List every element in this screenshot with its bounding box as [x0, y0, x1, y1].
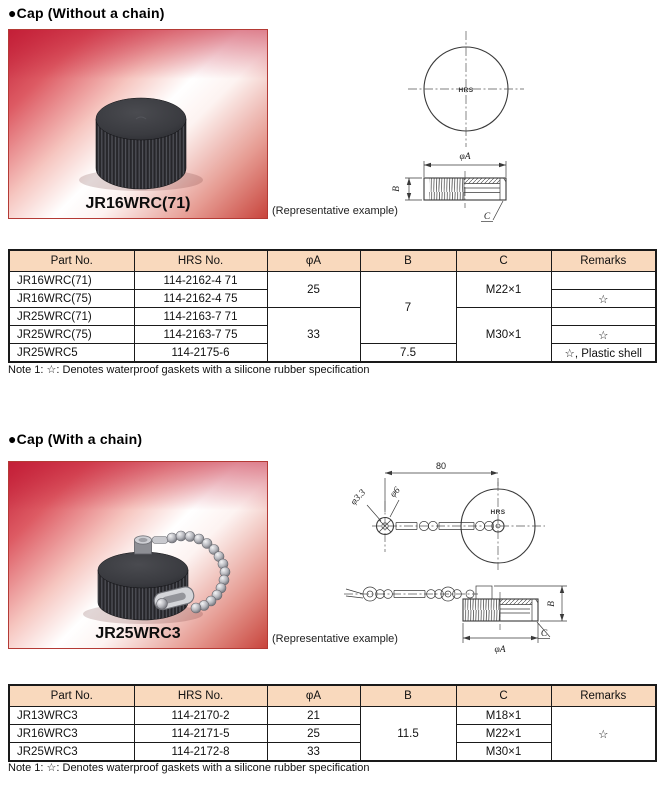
table-note: Note 1: ☆: Denotes waterproof gaskets with a silicone rubber specification — [8, 762, 370, 774]
product-photo-label: JR25WRC3 — [95, 625, 181, 642]
hrs-logo-text: HRS — [490, 509, 506, 516]
cell-phi-a: 25 — [267, 272, 360, 308]
technical-drawing-with-chain — [340, 442, 662, 674]
cell-part-no: JR13WRC3 — [9, 707, 134, 725]
table-row — [9, 707, 656, 725]
cell-part-no: JR25WRC(71) — [9, 308, 134, 326]
cap-chain-photo-illustration — [9, 462, 267, 648]
table-row — [9, 308, 656, 326]
ring-outer-label: φ6 — [388, 485, 403, 500]
cell-phi-a: 25 — [267, 725, 360, 743]
table-note: Note 1: ☆: Denotes waterproof gaskets with a silicone rubber specification — [8, 364, 370, 376]
cell-hrs-no: 114-2162-4 71 — [134, 272, 267, 290]
cap-side-view-drawing — [392, 152, 506, 222]
technical-drawing-without-chain — [384, 24, 658, 240]
cap-top-face — [98, 552, 188, 588]
table-header-row — [9, 250, 656, 272]
col-header-phi-a: φA — [267, 250, 360, 272]
cell-remarks: ☆ — [551, 326, 656, 344]
chain-length-label: 80 — [435, 461, 447, 471]
chain-top-view-drawing — [349, 461, 545, 570]
cell-hrs-no: 114-2170-2 — [134, 707, 267, 725]
cell-hrs-no: 114-2172-8 — [134, 743, 267, 762]
dim-label-c: C — [483, 212, 491, 222]
cell-part-no: JR25WRC5 — [9, 344, 134, 363]
dim-label-phi-a: φA — [494, 645, 506, 655]
product-photo-label: JR16WRC(71) — [85, 195, 191, 212]
cell-remarks: ☆ — [551, 707, 656, 762]
ring-hole-label: φ3.3 — [349, 487, 369, 508]
col-header-part-no: Part No. — [9, 685, 134, 707]
cell-hrs-no: 114-2171-5 — [134, 725, 267, 743]
col-header-remarks: Remarks — [551, 250, 656, 272]
dim-label-b: B — [547, 601, 557, 607]
cell-phi-a: 33 — [267, 308, 360, 363]
col-header-c: C — [456, 250, 551, 272]
cap-photo-illustration — [9, 30, 267, 218]
cap-rivet-knob — [135, 536, 152, 554]
cell-hrs-no: 114-2175-6 — [134, 344, 267, 363]
knurl-hatch — [429, 179, 464, 200]
cell-phi-a: 33 — [267, 743, 360, 762]
representative-example-caption: (Representative example) — [272, 205, 398, 217]
spec-table-without-chain — [8, 249, 657, 363]
section-heading-without-chain: ●Cap (Without a chain) — [8, 5, 165, 21]
cell-c: M30×1 — [456, 308, 551, 363]
chain-side-view-drawing — [344, 586, 567, 655]
col-header-hrs-no: HRS No. — [134, 250, 267, 272]
col-header-phi-a: φA — [267, 685, 360, 707]
cell-remarks: ☆, Plastic shell — [551, 344, 656, 363]
cell-hrs-no: 114-2163-7 75 — [134, 326, 267, 344]
dim-label-c: C — [540, 629, 548, 639]
hrs-logo-text: HRS — [458, 87, 474, 94]
product-photo-with-chain — [8, 461, 268, 649]
cell-c: M22×1 — [456, 725, 551, 743]
cell-remarks: ☆ — [551, 290, 656, 308]
cell-part-no: JR16WRC(71) — [9, 272, 134, 290]
cell-b: 7 — [360, 272, 456, 344]
cell-part-no: JR25WRC(75) — [9, 326, 134, 344]
cell-part-no: JR16WRC3 — [9, 725, 134, 743]
col-header-hrs-no: HRS No. — [134, 685, 267, 707]
col-header-remarks: Remarks — [551, 685, 656, 707]
dim-label-b: B — [392, 186, 402, 192]
cell-hrs-no: 114-2162-4 75 — [134, 290, 267, 308]
table-header-row — [9, 685, 656, 707]
cap-top-face — [96, 98, 186, 140]
product-photo-without-chain — [8, 29, 268, 219]
cell-remarks — [551, 272, 656, 290]
col-header-b: B — [360, 250, 456, 272]
representative-example-caption: (Representative example) — [272, 633, 398, 645]
cell-c: M30×1 — [456, 743, 551, 762]
cell-b: 11.5 — [360, 707, 456, 762]
cell-part-no: JR16WRC(75) — [9, 290, 134, 308]
col-header-c: C — [456, 685, 551, 707]
cell-b: 7.5 — [360, 344, 456, 363]
section-heading-with-chain: ●Cap (With a chain) — [8, 431, 143, 447]
col-header-part-no: Part No. — [9, 250, 134, 272]
cell-hrs-no: 114-2163-7 71 — [134, 308, 267, 326]
cell-phi-a: 21 — [267, 707, 360, 725]
col-header-b: B — [360, 685, 456, 707]
spec-table-with-chain — [8, 684, 657, 762]
cell-c: M22×1 — [456, 272, 551, 308]
cap-top-view-drawing — [408, 31, 524, 147]
cell-part-no: JR25WRC3 — [9, 743, 134, 762]
cell-remarks — [551, 308, 656, 326]
dim-label-phi-a: φA — [459, 152, 471, 162]
cell-c: M18×1 — [456, 707, 551, 725]
table-row — [9, 272, 656, 290]
